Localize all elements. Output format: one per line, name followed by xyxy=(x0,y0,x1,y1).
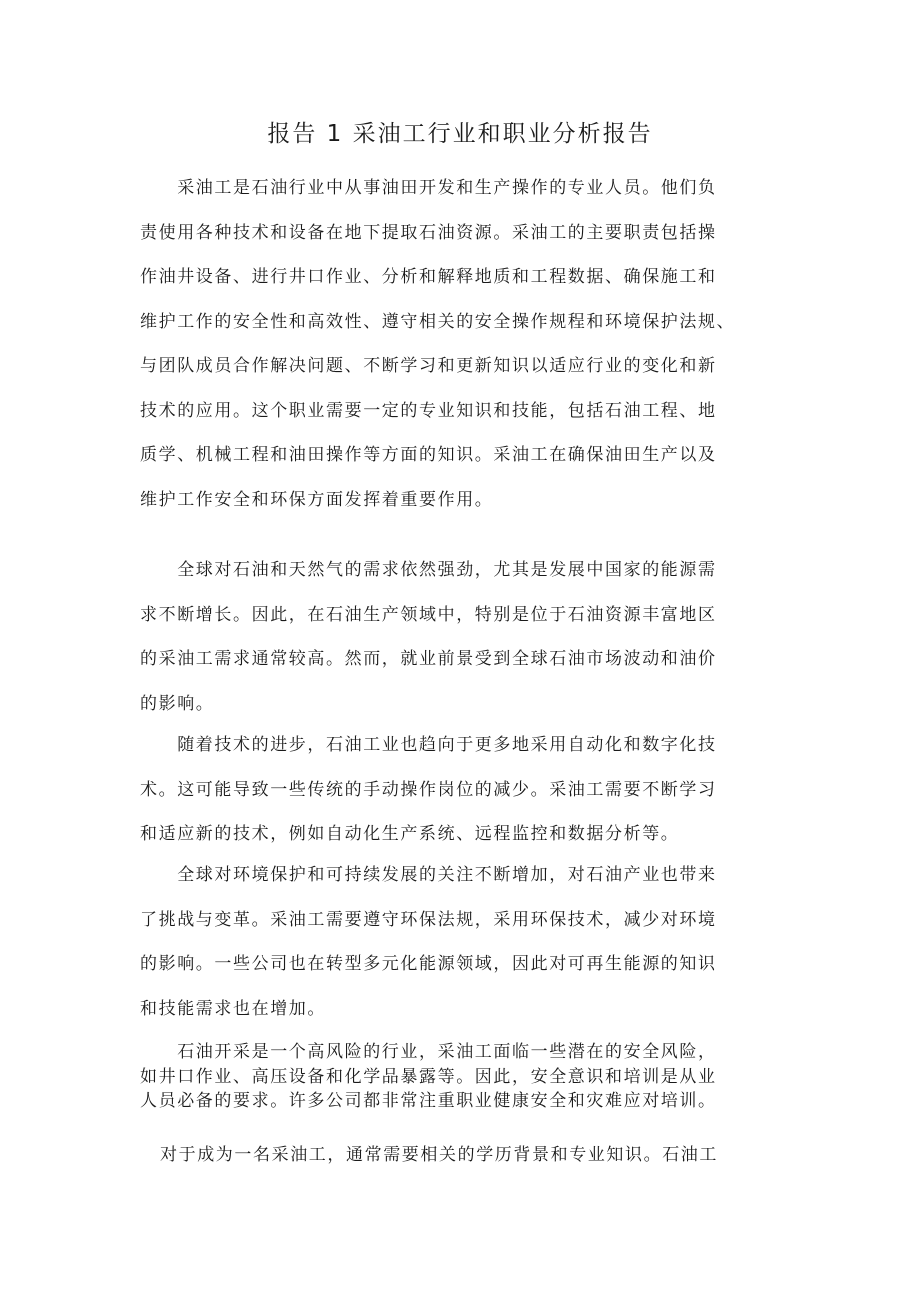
paragraph-demand xyxy=(140,548,780,726)
paragraph-technology xyxy=(140,723,780,857)
paragraph-safety xyxy=(140,1040,780,1114)
paragraph-line: 术。这可能导致一些传统的手动操作岗位的减少。采油工需要不断学习 xyxy=(140,779,717,800)
paragraph-line: 随着技术的进步，石油工业也趋向于更多地采用自动化和数字化技 xyxy=(140,735,717,755)
paragraph-line: 责使用各种技术和设备在地下提取石油资源。采油工的主要职责包括操 xyxy=(140,222,717,243)
paragraph-line: 和适应新的技术，例如自动化生产系统、远程监控和数据分析等。 xyxy=(140,824,680,844)
paragraph-line: 了挑战与变革。采油工需要遵守环保法规，采用环保技术，减少对环境 xyxy=(140,909,717,930)
paragraph-line: 全球对石油和天然气的需求依然强劲，尤其是发展中国家的能源需 xyxy=(140,560,717,580)
paragraph-line: 技术的应用。这个职业需要一定的专业知识和技能，包括石油工程、地 xyxy=(140,400,717,421)
paragraph-job-description xyxy=(140,166,780,522)
paragraph-line: 的影响。一些公司也在转型多元化能源领域，因此对可再生能源的知识 xyxy=(140,954,717,974)
paragraph-line: 的影响。 xyxy=(140,693,215,714)
paragraph-line: 人员必备的要求。许多公司都非常注重职业健康安全和灾难应对培训。 xyxy=(140,1091,717,1111)
paragraph-line: 作油井设备、进行井口作业、分析和解释地质和工程数据、确保施工和 xyxy=(140,267,717,287)
paragraph-line: 对于成为一名采油工，通常需要相关的学历背景和专业知识。石油工 xyxy=(160,1145,718,1165)
paragraph-line: 质学、机械工程和油田操作等方面的知识。采油工在确保油田生产以及 xyxy=(140,445,717,465)
paragraph-line: 维护工作的安全性和高效性、遵守相关的安全操作规程和环境保护法规、 xyxy=(140,311,736,332)
paragraph-line: 与团队成员合作解决问题、不断学习和更新知识以适应行业的变化和新 xyxy=(140,356,717,376)
paragraph-line: 求不断增长。因此，在石油生产领域中，特别是位于石油资源丰富地区 xyxy=(140,604,717,625)
paragraph-line: 采油工是石油行业中从事油田开发和生产操作的专业人员。他们负 xyxy=(140,178,717,198)
paragraph-line: 石油开采是一个高风险的行业，采油工面临一些潜在的安全风险， xyxy=(140,1042,717,1062)
paragraph-line: 维护工作安全和环保方面发挥着重要作用。 xyxy=(140,489,494,510)
document-title: 报告 1 采油工行业和职业分析报告 xyxy=(267,121,653,147)
paragraph-environment xyxy=(140,853,780,1031)
paragraph-line: 如井口作业、高压设备和化学品暴露等。因此，安全意识和培训是从业 xyxy=(140,1066,717,1087)
paragraph-qualification xyxy=(160,1133,800,1178)
paragraph-line: 和技能需求也在增加。 xyxy=(140,998,326,1019)
paragraph-line: 的采油工需求通常较高。然而，就业前景受到全球石油市场波动和油价 xyxy=(140,649,717,669)
paragraph-line: 全球对环境保护和可持续发展的关注不断增加，对石油产业也带来 xyxy=(140,865,717,885)
